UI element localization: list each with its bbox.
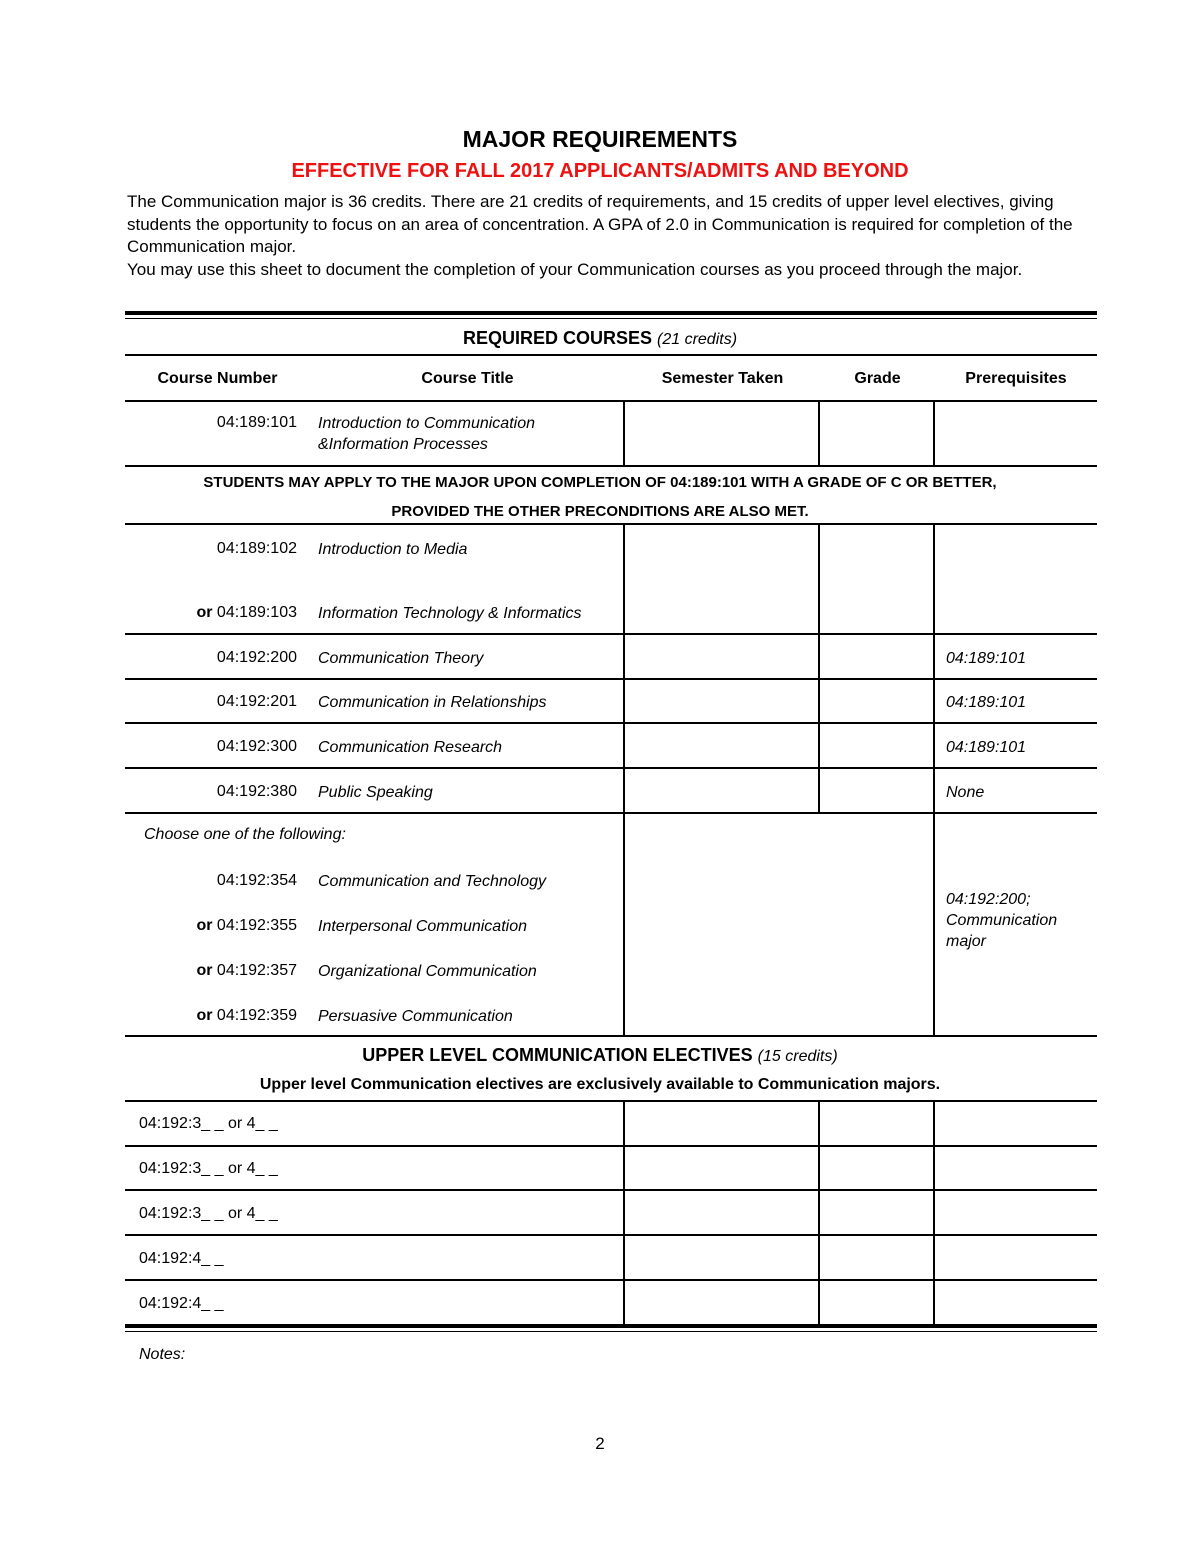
notes-label: Notes: — [139, 1346, 186, 1363]
col-prerequisites: Prerequisites — [965, 370, 1067, 387]
rule — [125, 1189, 1097, 1191]
course-number-alt — [130, 604, 297, 622]
col-divider — [623, 400, 625, 467]
elective-slot: 04:192:3_ _ or 4_ _ — [139, 1205, 278, 1222]
rule — [125, 523, 1097, 525]
intro-paragraph-2: You may use this sheet to document the completion of your Communication courses as you proceed through the major. — [127, 259, 1023, 279]
col-semester-taken: Semester Taken — [661, 370, 784, 387]
course-number: 04:192:201 — [216, 693, 297, 710]
col-divider — [818, 523, 820, 814]
course-number: 04:192:357 — [216, 962, 297, 979]
top-rule-thick — [125, 311, 1097, 315]
top-rule-thin — [125, 318, 1097, 319]
col-divider — [623, 812, 625, 1037]
course-number-alt — [130, 917, 297, 935]
page-title: MAJOR REQUIREMENTS — [462, 126, 738, 152]
apply-notice — [0, 468, 1200, 526]
choose-one-label: Choose one of the following: — [144, 826, 346, 843]
apply-notice-line-2: PROVIDED THE OTHER PRECONDITIONS ARE ALSO MET. — [391, 503, 809, 520]
col-divider — [933, 812, 935, 1037]
rule — [125, 1035, 1097, 1037]
col-divider — [623, 523, 625, 814]
col-divider — [818, 400, 820, 467]
col-divider — [933, 523, 935, 814]
course-number: 04:192:300 — [216, 738, 297, 755]
col-divider — [623, 1100, 625, 1325]
prerequisite: 04:189:101 — [946, 650, 1027, 667]
elective-slot: 04:192:4_ _ — [139, 1250, 224, 1267]
required-courses-credits: (21 credits) — [657, 331, 738, 348]
rule — [125, 400, 1097, 402]
col-grade: Grade — [854, 370, 901, 387]
course-title: Public Speaking — [318, 784, 433, 801]
course-number: 04:189:103 — [216, 604, 297, 621]
bottom-rule-thin — [125, 1331, 1097, 1332]
course-title: Introduction to Media — [318, 541, 468, 558]
prerequisite: 04:192:200; Communication major — [946, 891, 1058, 950]
or-label: or — [196, 917, 213, 934]
rule — [125, 722, 1097, 724]
rule — [125, 633, 1097, 635]
course-title: Persuasive Communication — [318, 1008, 513, 1025]
rule — [125, 465, 1097, 467]
course-number: 04:189:102 — [216, 540, 297, 557]
prerequisite: 04:189:101 — [946, 694, 1027, 711]
col-divider — [933, 400, 935, 467]
course-title: Communication Research — [318, 739, 503, 756]
rule — [125, 812, 1097, 814]
rule — [125, 1100, 1097, 1102]
col-course-title: Course Title — [421, 370, 514, 387]
elective-slot: 04:192:3_ _ or 4_ _ — [139, 1115, 278, 1132]
rule — [125, 678, 1097, 680]
course-number-alt — [130, 962, 297, 980]
required-courses-title: REQUIRED COURSES — [462, 328, 652, 348]
course-title: Communication in Relationships — [318, 694, 547, 711]
intro-text — [127, 191, 1087, 281]
rule — [125, 1234, 1097, 1236]
course-title: Interpersonal Communication — [318, 918, 527, 935]
course-number-alt — [130, 1007, 297, 1025]
course-title: Organizational Communication — [318, 963, 537, 980]
electives-credits: (15 credits) — [757, 1048, 838, 1065]
course-title: Communication and Technology — [318, 873, 546, 890]
intro-paragraph-1: The Communication major is 36 credits. There are 21 credits of requirements, and 15 credits of upper level electives, giving students the opportunity to focus on an area of concentration. A GPA of 2.0 in Communication is required for completion of the Communication major. — [127, 192, 1073, 256]
course-title: Information Technology & Informatics — [318, 605, 582, 622]
rule — [125, 1279, 1097, 1281]
course-number: 04:192:200 — [216, 649, 297, 666]
electives-title: UPPER LEVEL COMMUNICATION ELECTIVES — [362, 1045, 753, 1065]
elective-slot: 04:192:4_ _ — [139, 1295, 224, 1312]
course-number: 04:192:354 — [216, 872, 297, 889]
course-number: 04:192:359 — [216, 1007, 297, 1024]
course-number: 04:192:355 — [216, 917, 297, 934]
rule — [125, 354, 1097, 356]
or-label: or — [196, 1007, 213, 1024]
rule — [125, 1145, 1097, 1147]
or-label: or — [196, 604, 213, 621]
col-divider — [933, 1100, 935, 1325]
prerequisite: None — [946, 784, 985, 801]
bottom-rule-thick — [125, 1324, 1097, 1328]
or-label: or — [196, 962, 213, 979]
course-title: Communication Theory — [318, 650, 484, 667]
prerequisite: 04:189:101 — [946, 739, 1027, 756]
col-course-number: Course Number — [157, 370, 278, 387]
electives-heading — [0, 1045, 1200, 1066]
course-number: 04:189:101 — [216, 414, 297, 431]
rule — [125, 767, 1097, 769]
apply-notice-line-1: STUDENTS MAY APPLY TO THE MAJOR UPON COMPLETION OF 04:189:101 WITH A GRADE OF C OR BETTER, — [203, 474, 997, 491]
elective-slot: 04:192:3_ _ or 4_ _ — [139, 1160, 278, 1177]
electives-note: Upper level Communication electives are exclusively available to Communication majors. — [259, 1076, 941, 1093]
col-divider — [818, 1100, 820, 1325]
effective-subtitle: EFFECTIVE FOR FALL 2017 APPLICANTS/ADMITS AND BEYOND — [291, 160, 909, 182]
required-courses-heading — [0, 328, 1200, 349]
course-title: Introduction to Communication &Information Processes — [318, 415, 535, 453]
page-number: 2 — [595, 1434, 605, 1453]
course-number: 04:192:380 — [216, 783, 297, 800]
